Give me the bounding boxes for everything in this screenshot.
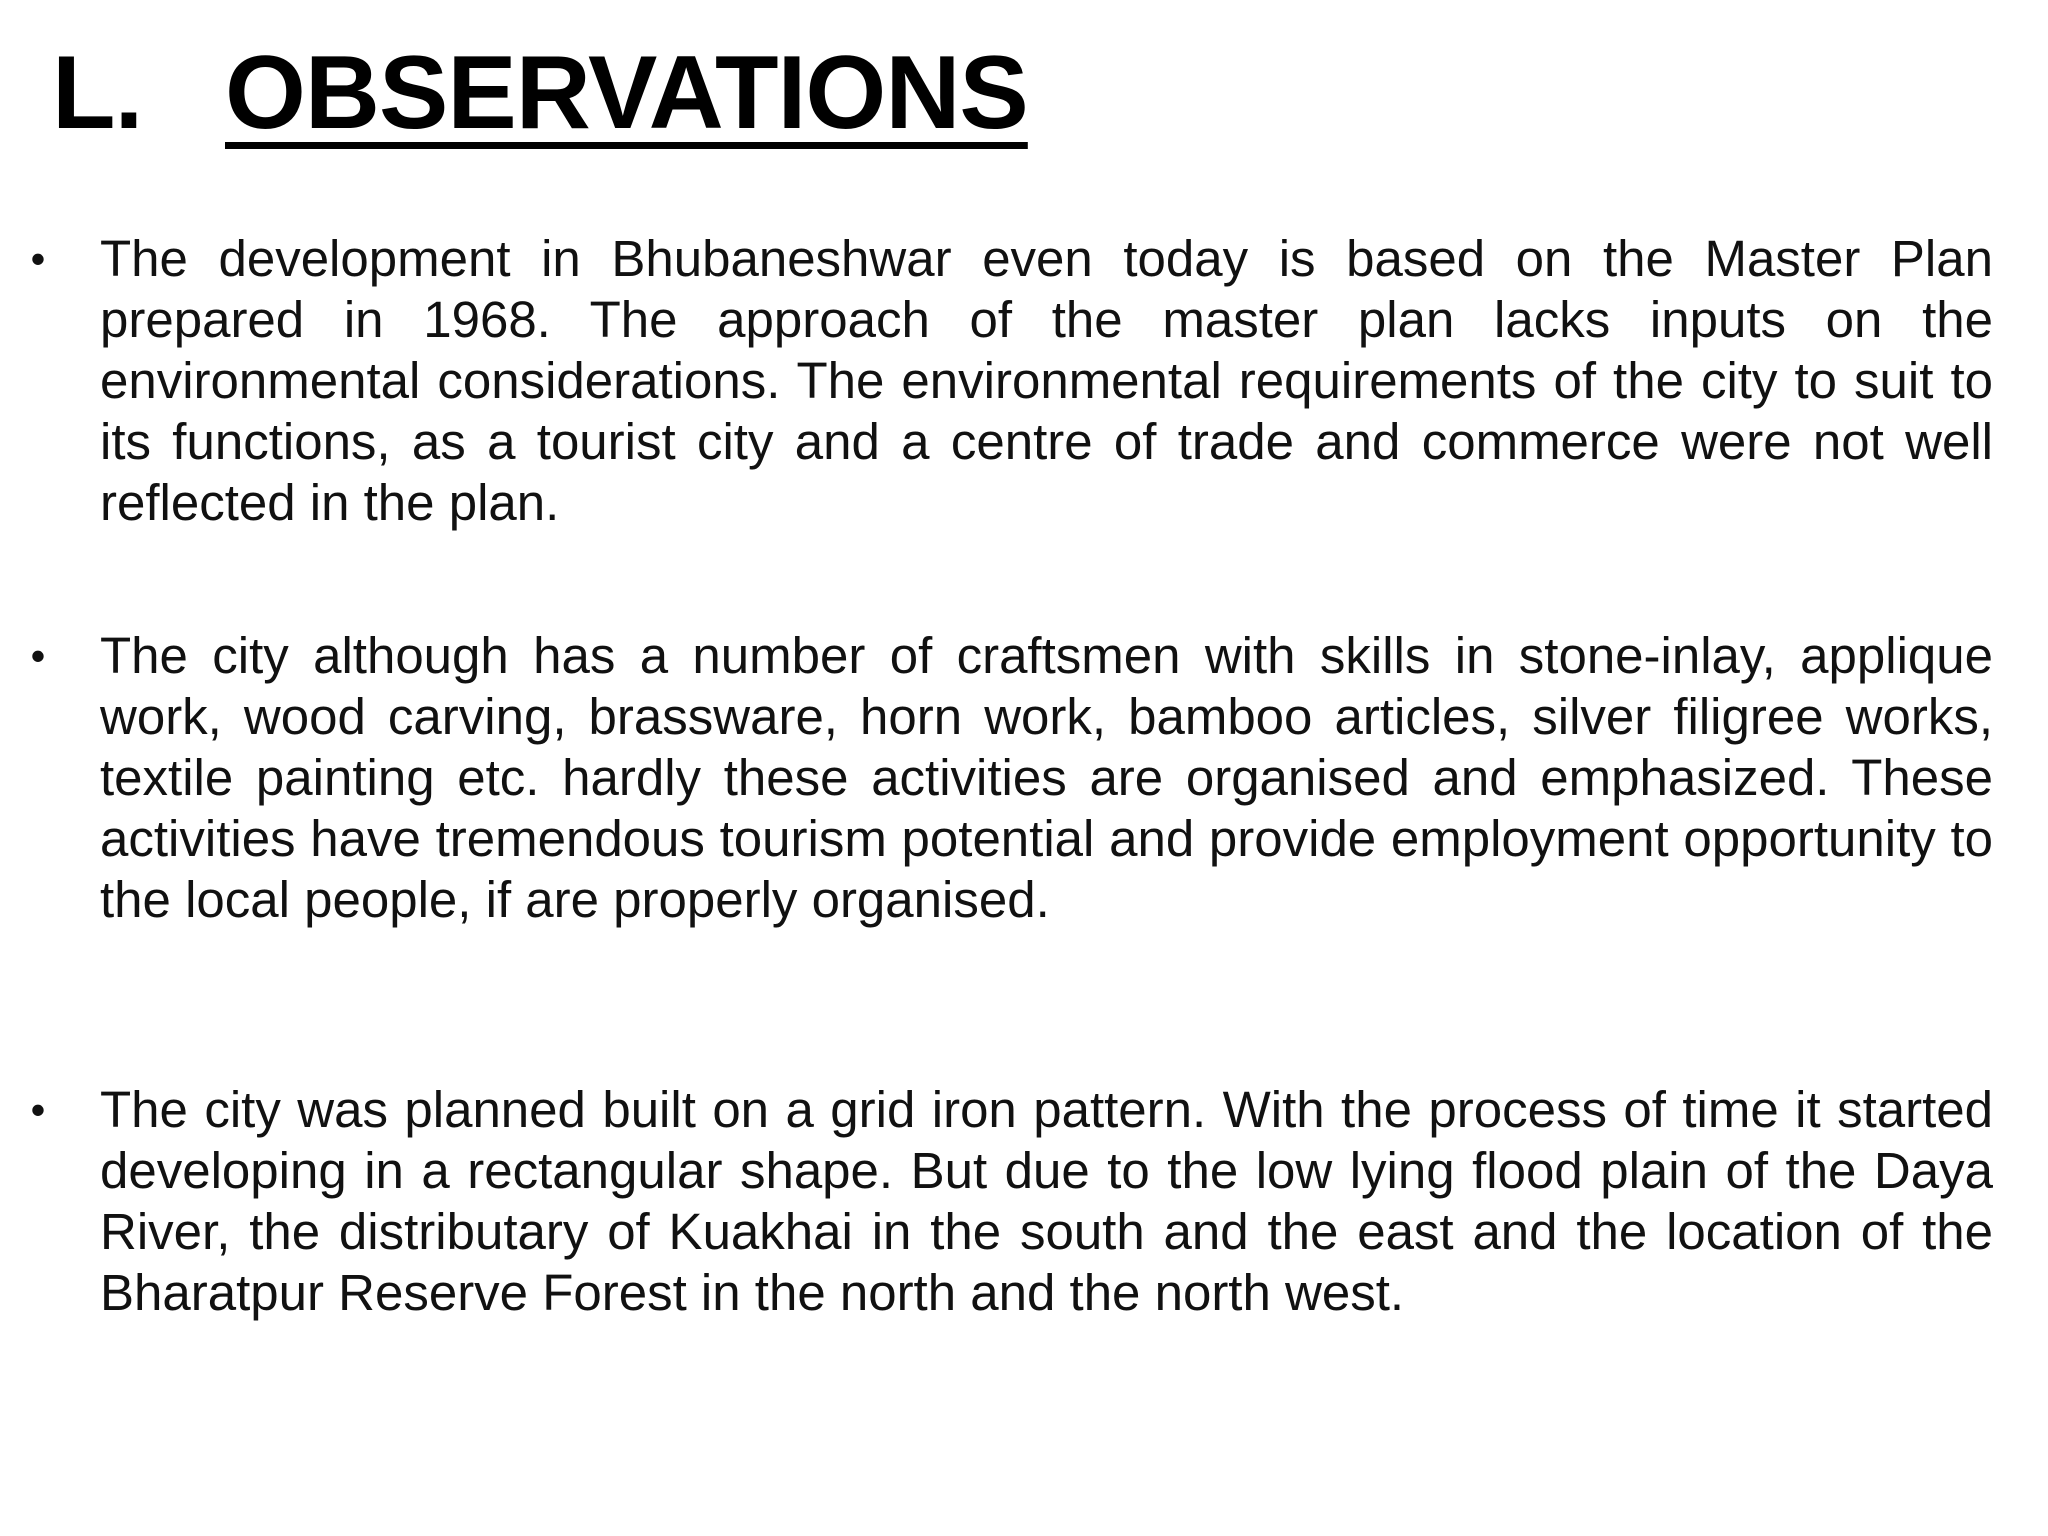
bullet-text: The development in Bhubaneshwar even today is based on the Master Plan prepared in 1968. The approach of the master plan lacks inputs on the environmental considerations. The environmental requirements of the city to suit to its functions, as a tourist city and a centre of trade and commerce were not well reflected in the plan. (100, 230, 1993, 531)
list-item (30, 228, 1993, 533)
list-item (30, 1079, 1993, 1323)
title-heading: OBSERVATIONS (225, 35, 1028, 151)
bullet-text: The city although has a number of craftsmen with skills in stone-inlay, applique work, wood carving, brassware, horn work, bamboo articles, silver filigree works, textile painting etc. hardly these activities are organised and emphasized. These activities have tremendous tourism potential and provide employment opportunity to the local people, if are properly organised. (100, 627, 1993, 928)
bullet-icon: • (30, 1086, 46, 1133)
title-section-number: L. (52, 35, 143, 151)
bullet-text: The city was planned built on a grid iron pattern. With the process of time it started developing in a rectangular shape. But due to the low lying flood plain of the Daya River, the distributary of Kuakhai in the south and the east and the location of the Bharatpur Reserve Forest in the north and the north west. (100, 1081, 1993, 1321)
bullet-icon: • (30, 632, 46, 679)
list-item (30, 625, 1993, 930)
bullet-icon: • (30, 235, 46, 282)
